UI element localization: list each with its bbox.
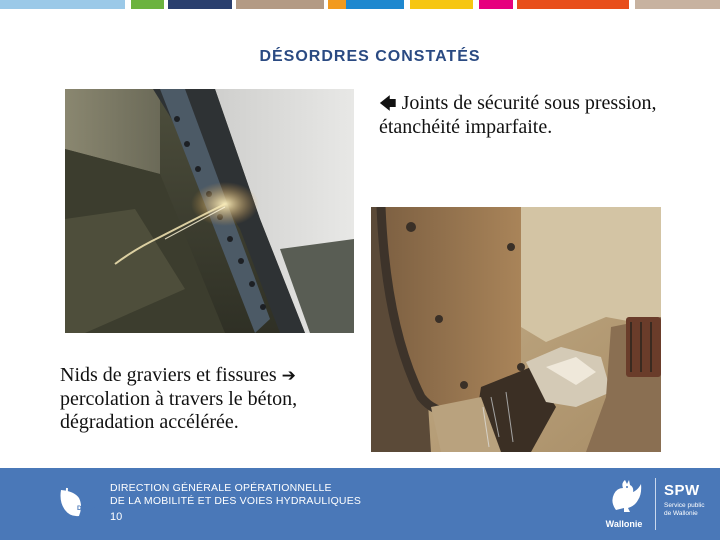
spw-logo-sub-line2: de Wallonie: [664, 510, 698, 517]
caption-gravel-pockets: [60, 364, 370, 434]
wallonie-label: Wallonie: [605, 519, 643, 529]
footer-direction-text: [110, 482, 361, 508]
page-number: 10: [110, 511, 123, 523]
color-segment: [236, 0, 324, 9]
color-segment: [131, 0, 164, 9]
arrow-right-icon: ➔: [281, 366, 296, 386]
wallonie-logo: [600, 476, 648, 529]
footer: [0, 468, 720, 540]
photo-joint-leak: [65, 89, 354, 333]
spw-logo-name: SPW: [664, 482, 700, 499]
footer-divider: [655, 478, 656, 530]
slide-title: DÉSORDRES CONSTATÉS: [259, 48, 481, 65]
footer-direction-line1: DIRECTION GÉNÉRALE OPÉRATIONNELLE: [110, 482, 332, 494]
color-segment: [410, 0, 473, 9]
color-segment: [635, 0, 720, 9]
dgo2-logo-text: DGO2: [77, 505, 96, 512]
photo-joint-leak-image: [65, 89, 354, 333]
color-segment: [328, 0, 346, 9]
caption-gravel-pockets-rest: percolation à travers le béton, dégradation accélérée.: [60, 388, 298, 433]
dgo2-logo-icon: [57, 486, 97, 522]
color-segment: [479, 0, 513, 9]
caption-safety-joints-text: Joints de sécurité sous pression, étanchéité imparfaite.: [379, 92, 657, 138]
photo-gravel-pockets-image: [371, 207, 661, 452]
color-segment: [168, 0, 232, 9]
color-segment: [346, 0, 404, 9]
arrow-left-icon: 🡄: [379, 94, 397, 114]
spw-logo-sub-line1: Service public: [664, 502, 705, 509]
caption-safety-joints: [379, 92, 709, 139]
spw-logo: [664, 482, 716, 518]
footer-direction-line2: DE LA MOBILITÉ ET DES VOIES HYDRAULIQUES: [110, 495, 362, 507]
top-color-bar: [0, 0, 720, 9]
caption-gravel-pockets-line1: Nids de graviers et fissures: [60, 364, 277, 386]
color-segment: [0, 0, 125, 9]
color-segment: [517, 0, 629, 9]
dgo2-logo: [57, 486, 97, 527]
photo-gravel-pockets: [371, 207, 661, 452]
rooster-icon: [604, 476, 644, 514]
